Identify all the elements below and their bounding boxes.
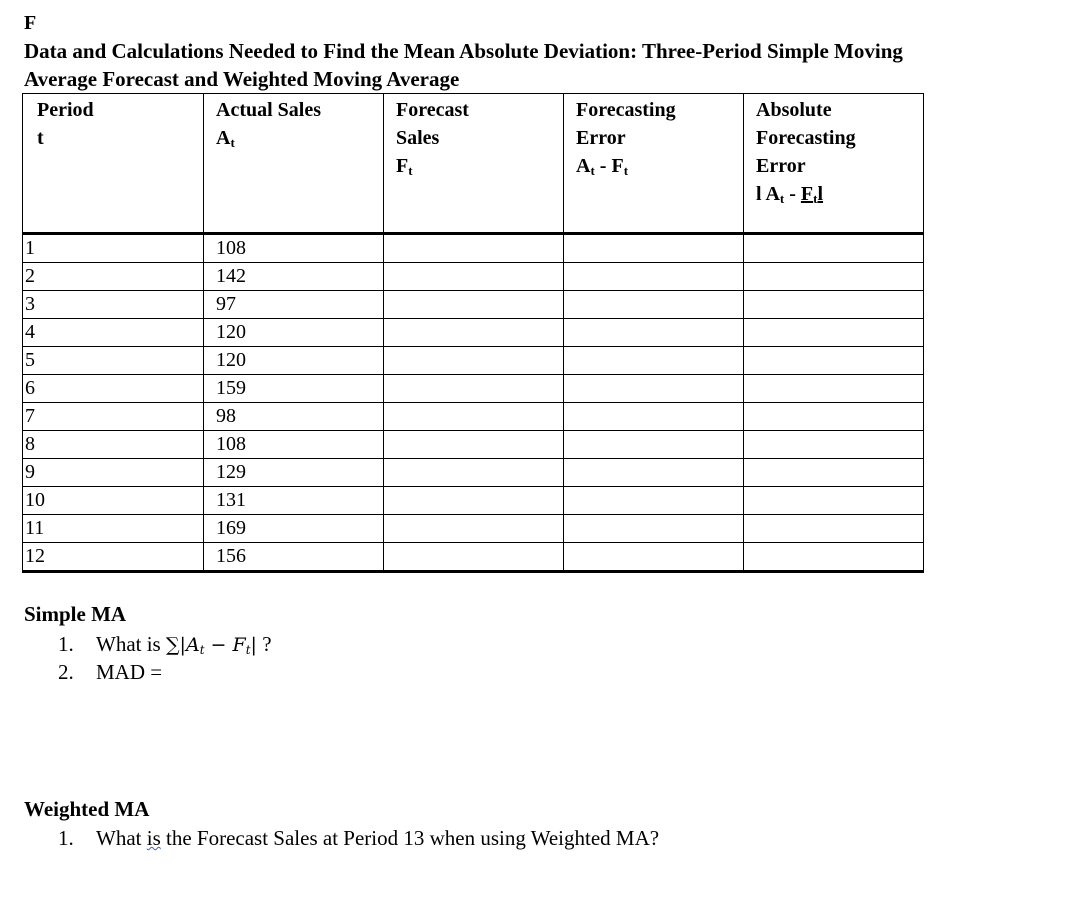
actual-sales-cell: 142 — [204, 263, 384, 291]
actual-sales-cell: 120 — [204, 347, 384, 375]
forecast-sales-cell[interactable] — [384, 347, 564, 375]
simple-ma-heading: Simple MA — [24, 602, 127, 626]
absolute-error-cell[interactable] — [744, 543, 924, 572]
forecast-sales-cell[interactable] — [384, 403, 564, 431]
period-cell: 6 — [23, 375, 204, 403]
weighted-ma-question-1: 1. What is the Forecast Sales at Period 13 when using Weighted MA? — [58, 826, 660, 850]
forecast-data-table — [22, 93, 924, 573]
forecasting-error-cell[interactable] — [564, 403, 744, 431]
absolute-error-cell[interactable] — [744, 347, 924, 375]
forecasting-error-cell[interactable] — [564, 515, 744, 543]
forecast-sales-cell[interactable] — [384, 487, 564, 515]
period-cell: 7 — [23, 403, 204, 431]
absolute-error-cell[interactable] — [744, 375, 924, 403]
table-row — [23, 291, 924, 319]
actual-sales-cell: 131 — [204, 487, 384, 515]
table-row — [23, 515, 924, 543]
section-letter: F — [24, 12, 37, 34]
title-line-2: Average Forecast and Weighted Moving Average — [24, 67, 460, 91]
absolute-error-cell[interactable] — [744, 487, 924, 515]
absolute-error-cell[interactable] — [744, 319, 924, 347]
actual-sales-cell: 159 — [204, 375, 384, 403]
absolute-error-cell[interactable] — [744, 515, 924, 543]
forecasting-error-cell[interactable] — [564, 234, 744, 263]
period-cell: 4 — [23, 319, 204, 347]
table-header-row — [23, 94, 924, 234]
absolute-error-cell[interactable] — [744, 234, 924, 263]
period-cell: 9 — [23, 459, 204, 487]
table-row — [23, 403, 924, 431]
simple-ma-question-1: 1. What is ∑|At − Ft| ? — [58, 632, 272, 657]
table-row — [23, 543, 924, 572]
forecasting-error-cell[interactable] — [564, 263, 744, 291]
forecast-sales-cell[interactable] — [384, 431, 564, 459]
period-cell: 3 — [23, 291, 204, 319]
header-absolute-forecasting-error: Absolute Forecasting Error l $A_t - F_tl$ — [744, 94, 924, 234]
period-cell: 2 — [23, 263, 204, 291]
period-cell: 1 — [23, 234, 204, 263]
forecasting-error-cell[interactable] — [564, 487, 744, 515]
actual-sales-cell: 129 — [204, 459, 384, 487]
forecast-sales-cell[interactable] — [384, 543, 564, 572]
actual-sales-cell: 98 — [204, 403, 384, 431]
table-row — [23, 487, 924, 515]
table-body — [23, 234, 924, 572]
header-forecast-sales: Forecast Sales $F_t$ — [384, 94, 564, 234]
table-row — [23, 263, 924, 291]
period-cell: 10 — [23, 487, 204, 515]
forecasting-error-cell[interactable] — [564, 431, 744, 459]
forecast-sales-cell[interactable] — [384, 319, 564, 347]
absolute-error-cell[interactable] — [744, 459, 924, 487]
header-period: Period t — [23, 94, 204, 234]
header-actual-sales: Actual Sales $A_t$ — [204, 94, 384, 234]
forecasting-error-cell[interactable] — [564, 375, 744, 403]
actual-sales-cell: 97 — [204, 291, 384, 319]
forecast-sales-cell[interactable] — [384, 375, 564, 403]
forecasting-error-cell[interactable] — [564, 459, 744, 487]
forecast-sales-cell[interactable] — [384, 291, 564, 319]
forecasting-error-cell[interactable] — [564, 319, 744, 347]
simple-ma-question-2: 2. MAD = — [58, 660, 163, 684]
period-cell: 5 — [23, 347, 204, 375]
forecast-sales-cell[interactable] — [384, 515, 564, 543]
forecasting-error-cell[interactable] — [564, 543, 744, 572]
table-row — [23, 347, 924, 375]
weighted-ma-heading: Weighted MA — [24, 797, 150, 821]
forecasting-error-cell[interactable] — [564, 291, 744, 319]
period-cell: 8 — [23, 431, 204, 459]
sum-abs-error-formula: ∑|At − Ft| — [165, 634, 257, 657]
actual-sales-cell: 156 — [204, 543, 384, 572]
table-row — [23, 234, 924, 263]
table-row — [23, 459, 924, 487]
period-cell: 11 — [23, 515, 204, 543]
absolute-error-cell[interactable] — [744, 291, 924, 319]
table-row — [23, 375, 924, 403]
actual-sales-cell: 169 — [204, 515, 384, 543]
period-cell: 12 — [23, 543, 204, 572]
actual-sales-cell: 108 — [204, 431, 384, 459]
table-row — [23, 319, 924, 347]
absolute-error-cell[interactable] — [744, 431, 924, 459]
absolute-error-cell[interactable] — [744, 263, 924, 291]
actual-sales-cell: 108 — [204, 234, 384, 263]
title-line-1: Data and Calculations Needed to Find the Mean Absolute Deviation: Three-Period Simple Moving — [24, 39, 903, 63]
forecast-sales-cell[interactable] — [384, 459, 564, 487]
absolute-error-cell[interactable] — [744, 403, 924, 431]
document-title — [24, 37, 1064, 93]
forecast-sales-cell[interactable] — [384, 263, 564, 291]
actual-sales-cell: 120 — [204, 319, 384, 347]
table-row — [23, 431, 924, 459]
forecasting-error-cell[interactable] — [564, 347, 744, 375]
header-forecasting-error: Forecasting Error $A_t - F_t$ — [564, 94, 744, 234]
forecast-sales-cell[interactable] — [384, 234, 564, 263]
